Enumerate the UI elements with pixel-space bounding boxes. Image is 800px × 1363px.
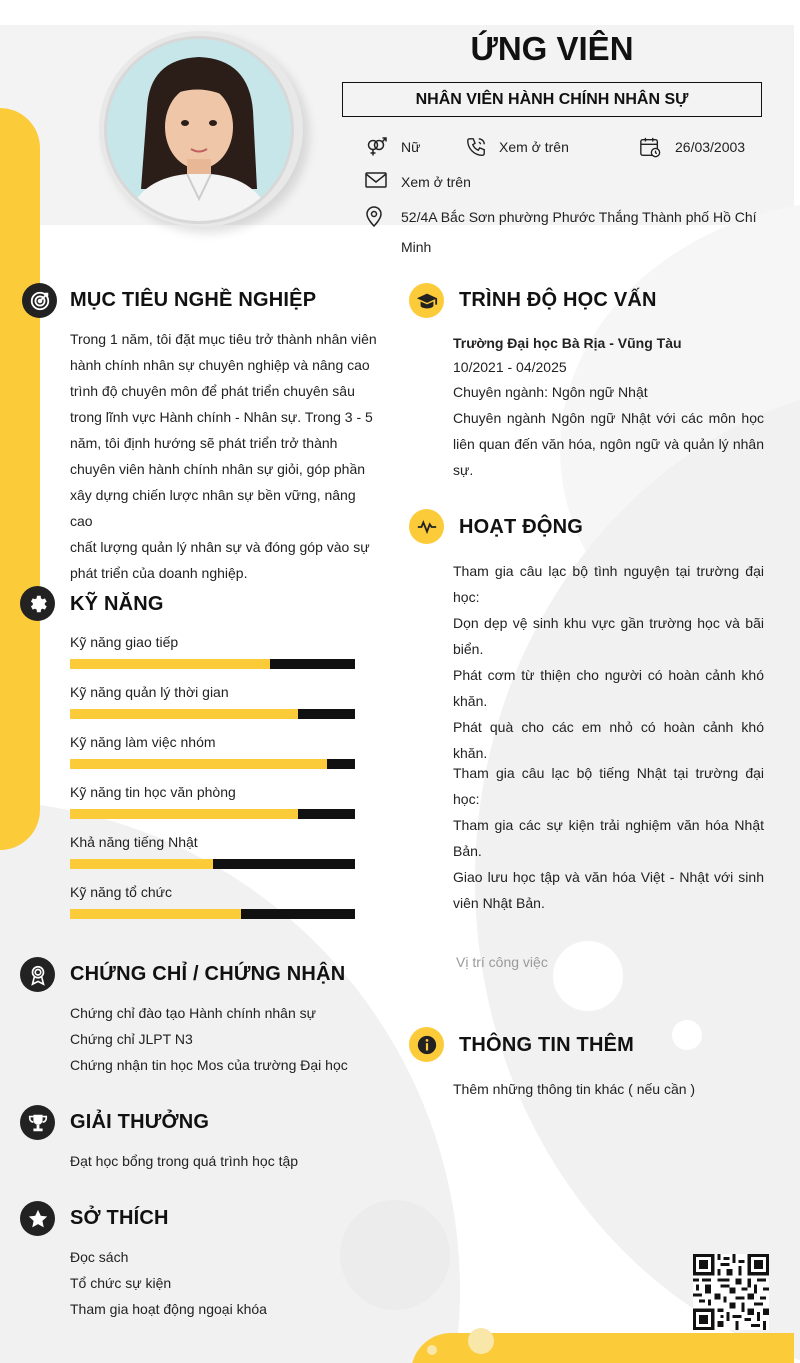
address-line: 52/4A Bắc Sơn phường Phước Thắng Thành phố Hồ Chí bbox=[401, 209, 757, 225]
objective-line: Trong 1 năm, tôi đặt mục tiêu trở thành nhân viên bbox=[70, 331, 377, 347]
job-position-placeholder: Vị trí công việc bbox=[456, 954, 548, 970]
decor-circle bbox=[553, 941, 623, 1011]
gender-value: Nữ bbox=[401, 139, 421, 155]
objective-line: chuyên viên hành chính nhân sự giỏi, góp phần bbox=[70, 461, 366, 477]
activity-item: Phát quà cho các em nhỏ có hoàn cảnh khó khăn. bbox=[453, 719, 764, 761]
certificates-list bbox=[70, 1000, 390, 1078]
target-icon bbox=[22, 283, 57, 318]
decor-circle bbox=[672, 1020, 702, 1050]
certificates-title: CHỨNG CHỈ / CHỨNG NHẬN bbox=[70, 963, 346, 985]
awards-list bbox=[70, 1148, 390, 1174]
objective-line: phát triển của doanh nghiệp. bbox=[70, 565, 248, 581]
skill-bar bbox=[70, 809, 355, 819]
objective-line: trong lĩnh vực Hành chính - Nhân sự. Trong 3 - 5 bbox=[70, 409, 373, 425]
skill-label: Kỹ năng tổ chức bbox=[70, 884, 172, 900]
objective-line: xây dựng chiến lược nhân sự bền vững, nâng cao bbox=[70, 487, 356, 529]
objective-text bbox=[70, 326, 380, 586]
skill-bar bbox=[70, 759, 355, 769]
avatar bbox=[104, 36, 294, 224]
qr-code bbox=[693, 1254, 769, 1330]
activities-title: HOẠT ĐỘNG bbox=[459, 516, 584, 538]
certificate-item: Chứng chỉ JLPT N3 bbox=[70, 1031, 193, 1047]
medal-icon bbox=[20, 957, 55, 992]
education-title: TRÌNH ĐỘ HỌC VẤN bbox=[459, 289, 657, 311]
objective-line: năm, tôi định hướng sẽ phát triển trở thành bbox=[70, 435, 338, 451]
gear-icon bbox=[20, 586, 55, 621]
skill-label: Kỹ năng tin học văn phòng bbox=[70, 784, 236, 800]
education-major: Chuyên ngành: Ngôn ngữ Nhật bbox=[453, 384, 648, 400]
skill-fill bbox=[70, 759, 327, 769]
education-period: 10/2021 - 04/2025 bbox=[453, 359, 567, 375]
skill-label: Khả năng tiếng Nhật bbox=[70, 834, 198, 850]
birthday-value: 26/03/2003 bbox=[675, 139, 746, 155]
certificate-item: Chứng nhận tin học Mos của trường Đại học bbox=[70, 1057, 348, 1073]
hobby-item: Đọc sách bbox=[70, 1249, 129, 1265]
skill-bar bbox=[70, 909, 355, 919]
objective-line: trình độ chuyên môn để phát triển chuyên sâu bbox=[70, 383, 355, 399]
skill-fill bbox=[70, 859, 213, 869]
award-item: Đạt học bổng trong quá trình học tập bbox=[70, 1153, 299, 1169]
phone-icon bbox=[465, 136, 487, 163]
hobbies-title: SỞ THÍCH bbox=[70, 1207, 169, 1229]
hobbies-list bbox=[70, 1244, 390, 1322]
info-icon bbox=[409, 1027, 444, 1062]
activity-item: Tham gia câu lạc bộ tiếng Nhật tại trường đại học: bbox=[453, 765, 764, 807]
activities-group bbox=[453, 760, 764, 916]
skill-bar bbox=[70, 859, 355, 869]
activity-item: Tham gia câu lạc bộ tình nguyện tại trường đại học: bbox=[453, 563, 764, 605]
gender-icon bbox=[364, 137, 388, 162]
decor-dot bbox=[468, 1328, 494, 1354]
skill-label: Kỹ năng làm việc nhóm bbox=[70, 734, 216, 750]
address-line: Minh bbox=[401, 239, 432, 255]
objective-line: hành chính nhân sự chuyên nghiệp và nâng cao bbox=[70, 357, 370, 373]
skill-fill bbox=[70, 659, 270, 669]
skill-label: Kỹ năng quản lý thời gian bbox=[70, 684, 229, 700]
activity-item: Giao lưu học tập và văn hóa Việt - Nhật với sinh viên Nhật Bản. bbox=[453, 869, 764, 911]
pulse-icon bbox=[409, 509, 444, 544]
skill-fill bbox=[70, 909, 241, 919]
skill-bar bbox=[70, 709, 355, 719]
mail-icon bbox=[365, 171, 387, 194]
activity-item: Phát cơm từ thiện cho người có hoàn cảnh khó khăn. bbox=[453, 667, 764, 709]
awards-title: GIẢI THƯỞNG bbox=[70, 1111, 210, 1133]
decor-yellow-bar bbox=[0, 108, 40, 850]
activity-item: Tham gia các sự kiện trải nghiệm văn hóa Nhật Bản. bbox=[453, 817, 764, 859]
objective-title: MỤC TIÊU NGHỀ NGHIỆP bbox=[70, 289, 317, 311]
extra-title: THÔNG TIN THÊM bbox=[459, 1034, 635, 1056]
skills-title: KỸ NĂNG bbox=[70, 593, 164, 615]
decor-dot bbox=[427, 1345, 437, 1355]
extra-text: Thêm những thông tin khác ( nếu cần ) bbox=[453, 1081, 696, 1097]
skill-fill bbox=[70, 709, 298, 719]
objective-line: chất lượng quản lý nhân sự và đóng góp vào sự bbox=[70, 539, 370, 555]
hobby-item: Tham gia hoạt động ngoại khóa bbox=[70, 1301, 267, 1317]
activities-group bbox=[453, 558, 764, 766]
job-position: NHÂN VIÊN HÀNH CHÍNH NHÂN SỰ bbox=[342, 82, 762, 117]
graduation-cap-icon bbox=[409, 283, 444, 318]
location-icon bbox=[365, 205, 383, 232]
calendar-icon bbox=[639, 136, 661, 163]
skill-bar bbox=[70, 659, 355, 669]
certificate-item: Chứng chỉ đào tạo Hành chính nhân sự bbox=[70, 1005, 317, 1021]
star-icon bbox=[20, 1201, 55, 1236]
hobby-item: Tổ chức sự kiện bbox=[70, 1275, 172, 1291]
email-value: Xem ở trên bbox=[401, 174, 471, 190]
activity-item: Dọn dẹp vệ sinh khu vực gần trường học và bãi biển. bbox=[453, 615, 764, 657]
skill-fill bbox=[70, 809, 298, 819]
candidate-name: ỨNG VIÊN bbox=[470, 30, 634, 67]
skill-label: Kỹ năng giao tiếp bbox=[70, 634, 179, 650]
education-description: Chuyên ngành Ngôn ngữ Nhật với các môn học liên quan đến văn hóa, ngôn ngữ và quản lý nhân sự. bbox=[453, 410, 764, 478]
trophy-icon bbox=[20, 1105, 55, 1140]
education-school: Trường Đại học Bà Rịa - Vũng Tàu bbox=[453, 335, 682, 351]
phone-value: Xem ở trên bbox=[499, 139, 569, 155]
